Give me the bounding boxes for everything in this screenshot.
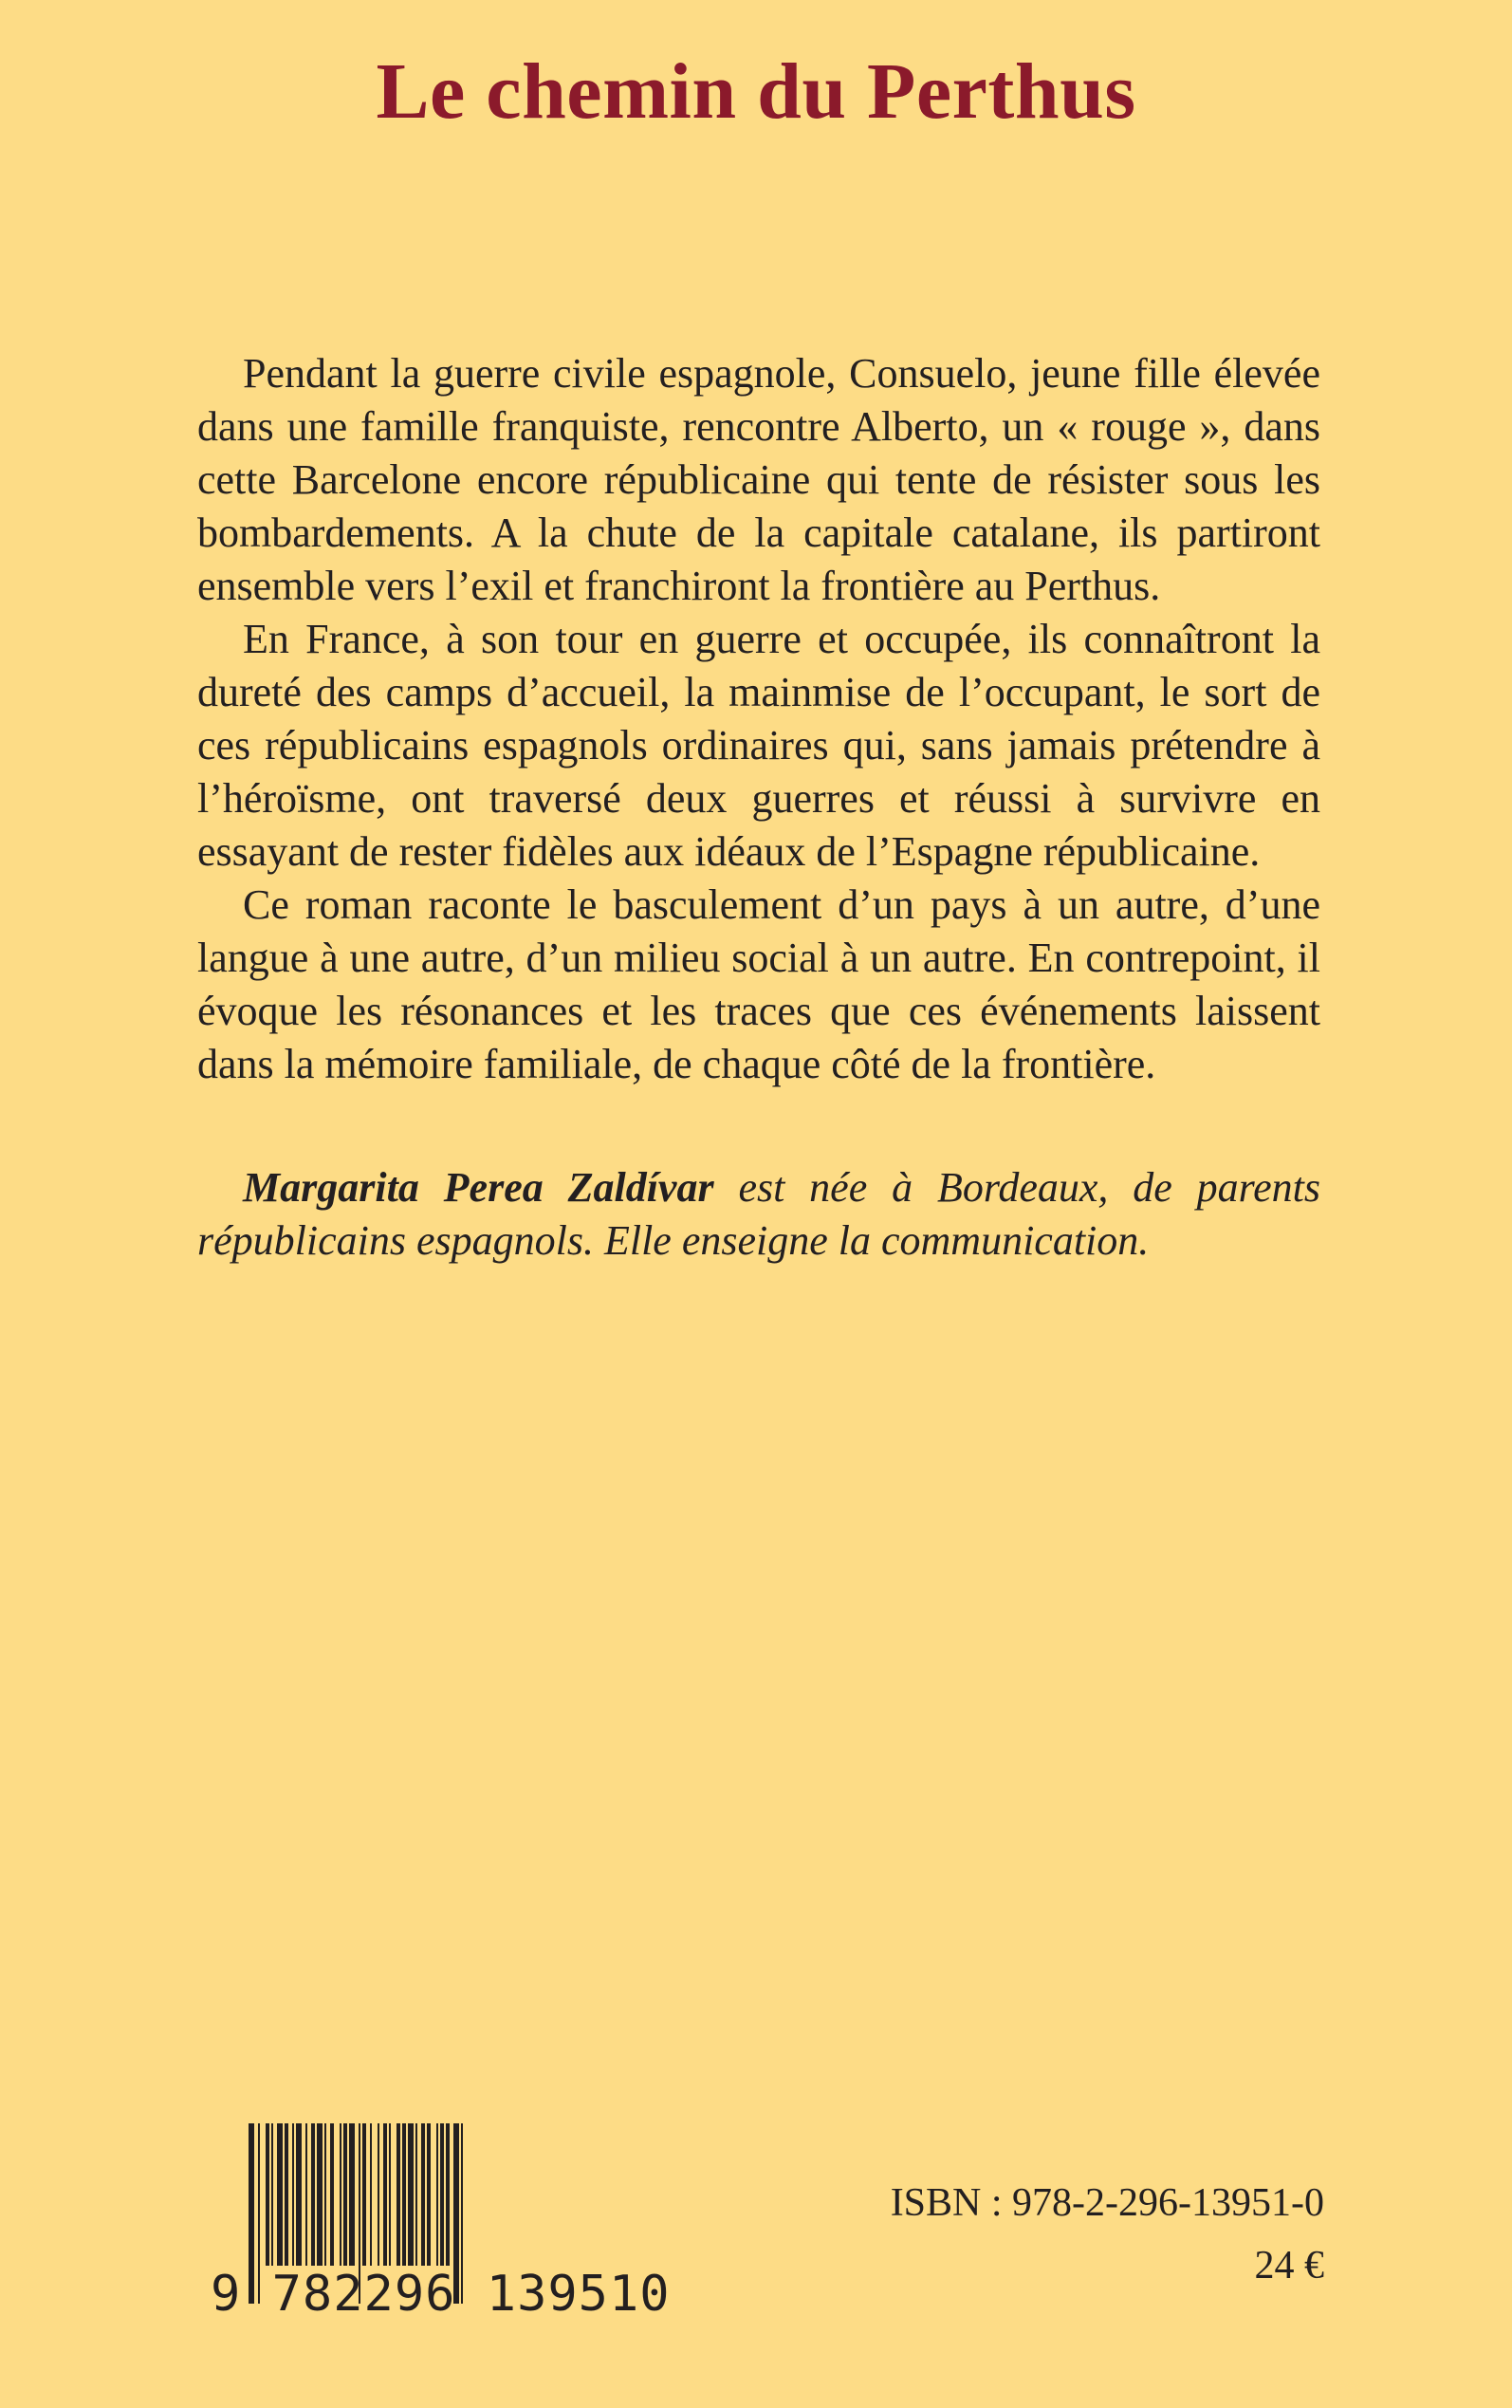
barcode-bar — [440, 2123, 444, 2266]
synopsis-paragraph-1: Pendant la guerre civile espagnole, Consuelo, jeune fille élevée dans une famille franquiste, rencontre Alberto, un « rouge », dans cette Barcelone encore républicaine qui tente de résister sous les bombardements. A la chute de la capitale catalane, ils partiront ensemble vers l’exil et franchiront la frontière au Perthus. — [197, 350, 1320, 609]
barcode-digits: 9 782296 139510 — [211, 2266, 671, 2323]
barcode-bar — [343, 2123, 347, 2266]
isbn: ISBN : 978-2-296-13951-0 — [890, 2181, 1324, 2225]
barcode-bar — [436, 2123, 438, 2266]
barcode-bar — [271, 2123, 273, 2266]
barcode-bar — [383, 2123, 387, 2266]
author-name: Margarita Perea Zaldívar — [243, 1164, 714, 1211]
barcode-bar — [408, 2123, 414, 2266]
book-title: Le chemin du Perthus — [376, 47, 1136, 136]
barcode — [211, 2123, 671, 2332]
barcode-bar — [311, 2123, 315, 2266]
barcode-bar — [378, 2123, 379, 2266]
price: 24 € — [1254, 2244, 1324, 2288]
synopsis — [197, 347, 1320, 1091]
barcode-bar — [427, 2123, 431, 2266]
author-bio — [197, 1161, 1320, 1268]
barcode-bar — [292, 2123, 294, 2266]
barcode-bar — [402, 2123, 406, 2266]
barcode-bar — [362, 2123, 366, 2266]
barcode-bar — [446, 2123, 450, 2266]
barcode-bar — [305, 2123, 307, 2266]
barcode-bar — [340, 2123, 341, 2266]
author-bio-text: est née à Bordeaux, de parents républicains espagnols. Elle enseigne la communication. — [197, 1164, 1320, 1264]
barcode-bar — [330, 2123, 334, 2266]
synopsis-paragraph-2: En France, à son tour en guerre et occupée, ils connaîtront la dureté des camps d’accueil, la mainmise de l’occupant, le sort de ces républicains espagnols ordinaires qui, sans jamais prétendre à l’héroïsme, ont traversé deux guerres et réussi à survivre en essayant de rester fidèles aux idéaux de l’Espagne républicaine. — [197, 616, 1320, 875]
barcode-bar — [324, 2123, 326, 2266]
barcode-bar — [370, 2123, 372, 2266]
barcode-bar — [415, 2123, 417, 2266]
barcode-bar — [421, 2123, 425, 2266]
barcode-bar — [266, 2123, 269, 2266]
barcode-bar — [277, 2123, 283, 2266]
barcode-bar — [296, 2123, 302, 2266]
barcode-bar — [389, 2123, 391, 2266]
barcode-bar — [396, 2123, 400, 2266]
synopsis-paragraph-3: Ce roman raconte le basculement d’un pays à un autre, d’une langue à une autre, d’un milieu social à un autre. En contrepoint, il évoque les résonances et les traces que ces événements laissent dans la mémoire familiale, de chaque côté de la frontière. — [197, 881, 1320, 1087]
barcode-bar — [317, 2123, 323, 2266]
barcode-bar — [349, 2123, 355, 2266]
barcode-bar — [285, 2123, 288, 2266]
